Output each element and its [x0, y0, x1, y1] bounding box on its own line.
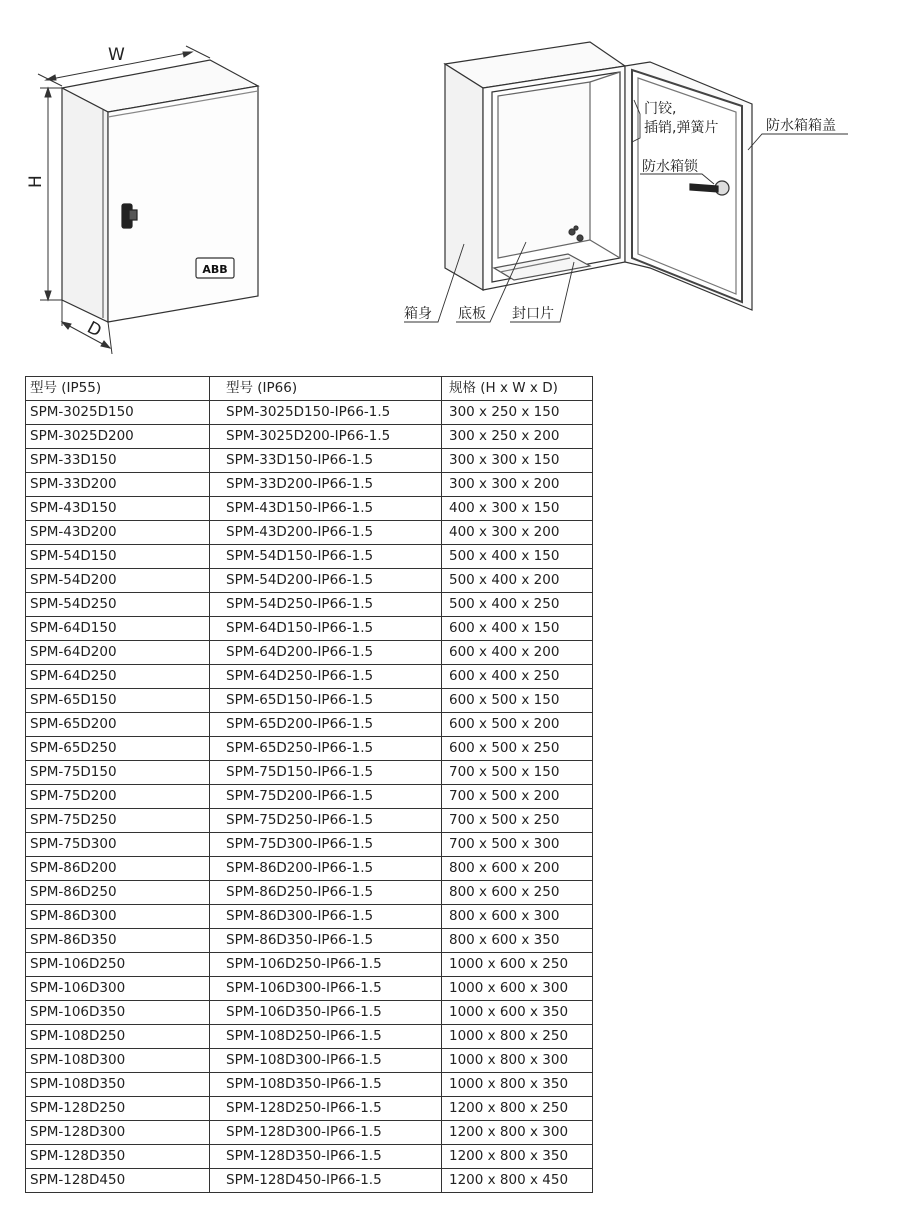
cell-ip55-model: SPM-43D200	[26, 521, 210, 545]
table-row	[26, 569, 593, 593]
cell-ip55-model: SPM-33D200	[26, 473, 210, 497]
cell-dimensions: 700 x 500 x 200	[442, 785, 593, 809]
table-row	[26, 689, 593, 713]
callout-lock: 防水箱锁	[642, 159, 698, 175]
cell-dimensions: 500 x 400 x 150	[442, 545, 593, 569]
table-row	[26, 497, 593, 521]
cell-ip55-model: SPM-64D150	[26, 617, 210, 641]
cell-dimensions: 800 x 600 x 250	[442, 881, 593, 905]
cell-ip66-model: SPM-33D150-IP66-1.5	[210, 449, 442, 473]
cell-ip55-model: SPM-86D350	[26, 929, 210, 953]
cell-ip66-model: SPM-54D250-IP66-1.5	[210, 593, 442, 617]
cell-ip55-model: SPM-128D350	[26, 1145, 210, 1169]
cell-ip55-model: SPM-3025D150	[26, 401, 210, 425]
cell-ip66-model: SPM-75D200-IP66-1.5	[210, 785, 442, 809]
cell-ip55-model: SPM-65D200	[26, 713, 210, 737]
cell-ip66-model: SPM-43D200-IP66-1.5	[210, 521, 442, 545]
table-row	[26, 1001, 593, 1025]
cell-dimensions: 800 x 600 x 350	[442, 929, 593, 953]
cell-ip55-model: SPM-86D250	[26, 881, 210, 905]
cell-ip55-model: SPM-54D150	[26, 545, 210, 569]
cell-ip55-model: SPM-65D250	[26, 737, 210, 761]
cell-ip66-model: SPM-106D250-IP66-1.5	[210, 953, 442, 977]
table-row	[26, 449, 593, 473]
cell-dimensions: 800 x 600 x 200	[442, 857, 593, 881]
table-row	[26, 761, 593, 785]
cell-dimensions: 1000 x 600 x 300	[442, 977, 593, 1001]
cell-dimensions: 400 x 300 x 200	[442, 521, 593, 545]
callout-body: 箱身	[404, 306, 432, 322]
table-row	[26, 881, 593, 905]
dimension-h	[40, 88, 62, 300]
cell-dimensions: 1000 x 600 x 250	[442, 953, 593, 977]
cell-ip55-model: SPM-54D200	[26, 569, 210, 593]
cell-ip66-model: SPM-3025D150-IP66-1.5	[210, 401, 442, 425]
cell-ip66-model: SPM-128D450-IP66-1.5	[210, 1169, 442, 1193]
cell-ip66-model: SPM-108D300-IP66-1.5	[210, 1049, 442, 1073]
cell-dimensions: 300 x 250 x 200	[442, 425, 593, 449]
callout-base: 底板	[458, 306, 486, 322]
table-row	[26, 1073, 593, 1097]
cell-dimensions: 600 x 400 x 200	[442, 641, 593, 665]
cell-ip66-model: SPM-128D300-IP66-1.5	[210, 1121, 442, 1145]
cell-ip66-model: SPM-106D300-IP66-1.5	[210, 977, 442, 1001]
table-row	[26, 1169, 593, 1193]
cell-dimensions: 600 x 500 x 250	[442, 737, 593, 761]
cell-ip66-model: SPM-86D200-IP66-1.5	[210, 857, 442, 881]
table-row	[26, 905, 593, 929]
cell-ip55-model: SPM-75D300	[26, 833, 210, 857]
closed-enclosure-drawing	[62, 60, 258, 322]
table-row	[26, 737, 593, 761]
cell-dimensions: 1000 x 800 x 300	[442, 1049, 593, 1073]
cell-ip66-model: SPM-108D350-IP66-1.5	[210, 1073, 442, 1097]
cell-ip55-model: SPM-54D250	[26, 593, 210, 617]
table-row	[26, 1097, 593, 1121]
spec-table	[25, 376, 593, 1193]
cell-ip55-model: SPM-75D150	[26, 761, 210, 785]
cell-dimensions: 600 x 400 x 250	[442, 665, 593, 689]
header-ip55-model: 型号 (IP55)	[26, 377, 210, 401]
cell-ip66-model: SPM-43D150-IP66-1.5	[210, 497, 442, 521]
cell-dimensions: 1000 x 800 x 250	[442, 1025, 593, 1049]
cell-ip55-model: SPM-108D250	[26, 1025, 210, 1049]
cell-ip66-model: SPM-128D350-IP66-1.5	[210, 1145, 442, 1169]
cell-ip55-model: SPM-106D350	[26, 1001, 210, 1025]
table-row	[26, 401, 593, 425]
enclosure-diagram	[0, 0, 900, 370]
cell-ip55-model: SPM-75D250	[26, 809, 210, 833]
table-row	[26, 713, 593, 737]
cell-ip66-model: SPM-75D150-IP66-1.5	[210, 761, 442, 785]
cell-ip66-model: SPM-106D350-IP66-1.5	[210, 1001, 442, 1025]
cell-dimensions: 700 x 500 x 250	[442, 809, 593, 833]
dimension-d-label: D	[83, 317, 105, 342]
cell-ip66-model: SPM-128D250-IP66-1.5	[210, 1097, 442, 1121]
header-dimensions: 规格 (H x W x D)	[442, 377, 593, 401]
cell-ip66-model: SPM-75D300-IP66-1.5	[210, 833, 442, 857]
brand-logo: ABB	[202, 263, 228, 276]
cell-ip66-model: SPM-65D250-IP66-1.5	[210, 737, 442, 761]
table-body	[26, 401, 593, 1193]
cell-ip66-model: SPM-33D200-IP66-1.5	[210, 473, 442, 497]
cell-ip55-model: SPM-106D250	[26, 953, 210, 977]
cell-dimensions: 600 x 500 x 200	[442, 713, 593, 737]
cell-ip55-model: SPM-108D300	[26, 1049, 210, 1073]
table-row	[26, 1145, 593, 1169]
table-row	[26, 833, 593, 857]
table-row	[26, 1025, 593, 1049]
cell-ip66-model: SPM-65D150-IP66-1.5	[210, 689, 442, 713]
cell-ip66-model: SPM-86D250-IP66-1.5	[210, 881, 442, 905]
cell-ip55-model: SPM-128D300	[26, 1121, 210, 1145]
cell-dimensions: 700 x 500 x 300	[442, 833, 593, 857]
cell-dimensions: 700 x 500 x 150	[442, 761, 593, 785]
cell-ip55-model: SPM-75D200	[26, 785, 210, 809]
cell-ip55-model: SPM-33D150	[26, 449, 210, 473]
table-row	[26, 665, 593, 689]
callout-hinge-line2: 插销,弹簧片	[644, 120, 719, 136]
callout-seal: 封口片	[512, 306, 554, 322]
cell-dimensions: 1000 x 800 x 350	[442, 1073, 593, 1097]
dimension-h-label: H	[26, 175, 46, 188]
table-row	[26, 785, 593, 809]
cell-ip55-model: SPM-43D150	[26, 497, 210, 521]
cell-dimensions: 500 x 400 x 200	[442, 569, 593, 593]
table-row	[26, 1121, 593, 1145]
cell-ip66-model: SPM-64D200-IP66-1.5	[210, 641, 442, 665]
callout-cover: 防水箱箱盖	[766, 118, 836, 134]
cell-dimensions: 1200 x 800 x 300	[442, 1121, 593, 1145]
cell-ip66-model: SPM-108D250-IP66-1.5	[210, 1025, 442, 1049]
cell-dimensions: 600 x 500 x 150	[442, 689, 593, 713]
cell-dimensions: 1200 x 800 x 450	[442, 1169, 593, 1193]
table-row	[26, 953, 593, 977]
open-enclosure-drawing	[445, 42, 752, 310]
dimension-w-label: W	[108, 45, 125, 65]
cell-dimensions: 500 x 400 x 250	[442, 593, 593, 617]
table-row	[26, 857, 593, 881]
cell-ip66-model: SPM-65D200-IP66-1.5	[210, 713, 442, 737]
table-row	[26, 1049, 593, 1073]
cell-dimensions: 1200 x 800 x 250	[442, 1097, 593, 1121]
table-row	[26, 929, 593, 953]
cell-ip55-model: SPM-3025D200	[26, 425, 210, 449]
table-row	[26, 545, 593, 569]
cell-dimensions: 800 x 600 x 300	[442, 905, 593, 929]
cell-ip55-model: SPM-86D200	[26, 857, 210, 881]
cell-dimensions: 1200 x 800 x 350	[442, 1145, 593, 1169]
cell-dimensions: 300 x 300 x 200	[442, 473, 593, 497]
table-row	[26, 641, 593, 665]
cell-ip55-model: SPM-128D250	[26, 1097, 210, 1121]
cell-ip55-model: SPM-128D450	[26, 1169, 210, 1193]
cell-ip66-model: SPM-54D200-IP66-1.5	[210, 569, 442, 593]
table-row	[26, 521, 593, 545]
cell-ip66-model: SPM-75D250-IP66-1.5	[210, 809, 442, 833]
cell-dimensions: 300 x 300 x 150	[442, 449, 593, 473]
callout-hinge-line1: 门铰,	[644, 101, 677, 117]
cell-ip55-model: SPM-108D350	[26, 1073, 210, 1097]
cell-dimensions: 600 x 400 x 150	[442, 617, 593, 641]
cell-ip55-model: SPM-65D150	[26, 689, 210, 713]
table-row	[26, 593, 593, 617]
cell-dimensions: 400 x 300 x 150	[442, 497, 593, 521]
cell-ip66-model: SPM-86D350-IP66-1.5	[210, 929, 442, 953]
cell-ip55-model: SPM-106D300	[26, 977, 210, 1001]
cell-ip55-model: SPM-86D300	[26, 905, 210, 929]
table-row	[26, 425, 593, 449]
cell-ip66-model: SPM-3025D200-IP66-1.5	[210, 425, 442, 449]
cell-ip66-model: SPM-64D250-IP66-1.5	[210, 665, 442, 689]
cell-ip66-model: SPM-54D150-IP66-1.5	[210, 545, 442, 569]
cell-dimensions: 1000 x 600 x 350	[442, 1001, 593, 1025]
cell-dimensions: 300 x 250 x 150	[442, 401, 593, 425]
cell-ip55-model: SPM-64D250	[26, 665, 210, 689]
table-row	[26, 617, 593, 641]
table-header-row	[26, 377, 593, 401]
header-ip66-model: 型号 (IP66)	[210, 377, 442, 401]
table-row	[26, 473, 593, 497]
cell-ip55-model: SPM-64D200	[26, 641, 210, 665]
table-row	[26, 809, 593, 833]
cell-ip66-model: SPM-86D300-IP66-1.5	[210, 905, 442, 929]
cell-ip66-model: SPM-64D150-IP66-1.5	[210, 617, 442, 641]
table-row	[26, 977, 593, 1001]
